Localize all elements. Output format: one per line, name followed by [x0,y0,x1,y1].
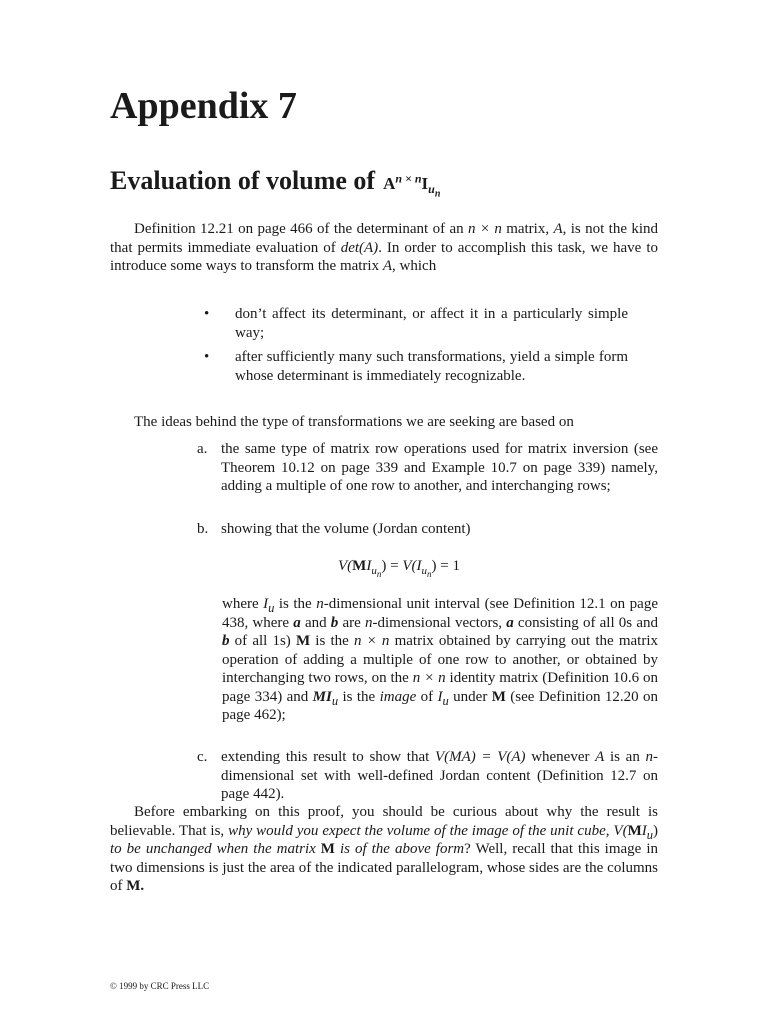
copyright-footer: © 1999 by CRC Press LLC [110,981,210,991]
bullet-marker: • [204,306,210,322]
volume-equation: $V(MI_{u_n}) = V(I_{u_n}) = 1$ [338,558,460,580]
list-item-b: b. showing that the volume (Jordan content) [197,521,471,537]
section-title-math: $A^{n \times n}I_{u_n}$ [383,171,441,200]
item-b-continuation: where $I_u$ is the n-dimensional unit interval (see Definition 12.1 on page 438, where a and b are n-dimensional vectors, a consisting of all 0s and b of all 1s) M is the n × n matrix obtained by carrying out the matrix operation of adding a multiple of one row to another, or obtained by interchanging two rows, on the n × n identity matrix (Definition 10.6 on page 334) and $MI_u$ is the image of $I_u$ under M (see Definition 12.20 on page 462); [222,596,658,723]
item-marker: c. [197,749,208,765]
list-item-c: c. extending this result to show that V(MA) = V(A) whenever A is an n-dimensional set with well-defined Jordan content (Definition 12.7 on page 442). [197,749,658,802]
paragraph-ideas: The ideas behind the type of transformations we are seeking are based on [134,414,574,430]
item-marker: b. [197,521,209,537]
appendix-title: Appendix 7 [110,85,297,127]
bullet-marker: • [204,349,210,365]
section-title [110,166,441,200]
item-marker: a. [197,441,208,457]
paragraph-intro: Definition 12.21 on page 466 of the determinant of an n × n matrix, A, is not the kind that permits immediate evaluation of det(A). In order to accomplish this task, we have to introduce some ways to transform the matrix A, which [110,221,659,274]
list-item-a: a. the same type of matrix row operations used for matrix inversion (see Theorem 10.12 on page 339 and Example 10.7 on page 339) namely, adding a multiple of one row to another, and interchanging rows; [197,441,658,494]
list-item: • don’t affect its determinant, or affect it in a particularly simple way; [204,306,628,341]
paragraph-believable: Before embarking on this proof, you should be curious about why the result is believable. That is, why would you expect the volume of the image of the unit cube, $V(MI_u)$ to be unchanged when the matrix M is of the above form? Well, recall that this image in two dimensions is just the area of the indicated parallelogram, whose sides are the columns of M. [110,804,658,894]
list-item: • after sufficiently many such transformations, yield a simple form whose determinant is immediately recognizable. [204,349,628,384]
section-title-text: Evaluation of volume of [110,166,376,195]
bullet-list [204,305,628,391]
